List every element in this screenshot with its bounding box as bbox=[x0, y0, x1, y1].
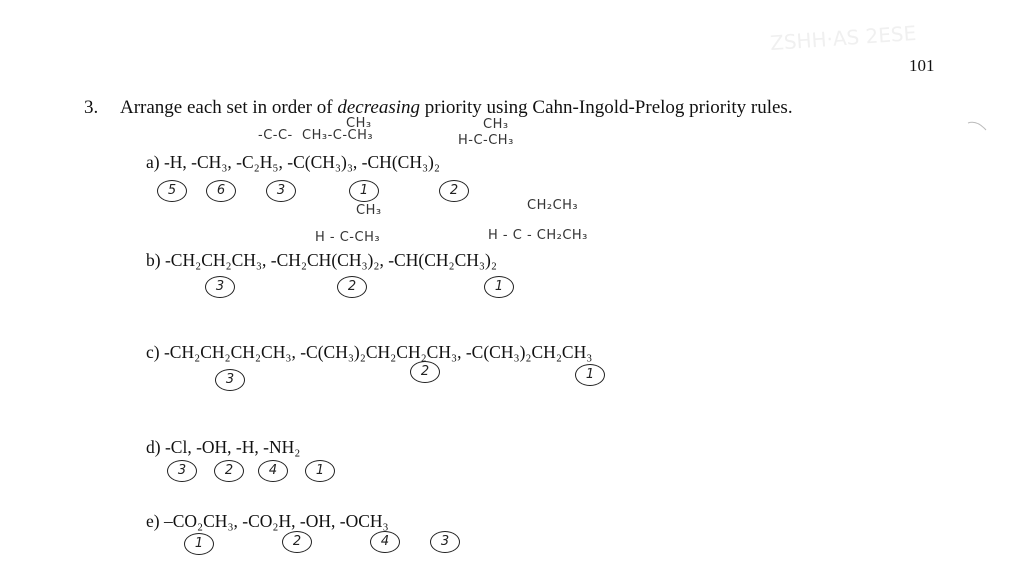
rank-b-isobutyl: 2 bbox=[337, 276, 367, 298]
rank-e-och3: 3 bbox=[430, 531, 460, 553]
part-e-list: e) –CO₂CH₃, -CO₂H, -OH, -OCH₃ bbox=[146, 511, 389, 531]
handwritten-note-a-4: H-C-CH₃ bbox=[458, 133, 514, 148]
rank-c-dimethylpentyl: 2 bbox=[410, 361, 440, 383]
rank-b-propyl: 3 bbox=[205, 276, 235, 298]
handwritten-note-b-2: H - C-CH₃ bbox=[315, 230, 381, 245]
question-text-start: Arrange each set in order of bbox=[120, 97, 338, 118]
page-number: 101 bbox=[909, 56, 935, 75]
rank-b-pentan-3-yl: 1 bbox=[484, 276, 514, 298]
rank-d-cl: 3 bbox=[167, 460, 197, 482]
part-a-list: a) -H, -CH₃, -C₂H₅, -C(CH₃)₃, -CH(CH₃)₂ bbox=[146, 152, 440, 172]
question-number: 3. bbox=[84, 97, 99, 118]
rank-e-oh: 4 bbox=[370, 531, 400, 553]
pencil-mark-icon bbox=[967, 120, 987, 132]
question-prompt bbox=[84, 97, 793, 119]
question-emphasis: decreasing bbox=[337, 97, 421, 118]
faint-bleedthrough-text: ZSHH·AS 2ESE bbox=[769, 20, 917, 56]
rank-c-dimethylbutyl: 1 bbox=[575, 364, 605, 386]
rank-e-co2h: 2 bbox=[282, 531, 312, 553]
rank-a-h: 5 bbox=[157, 180, 187, 202]
rank-d-h: 4 bbox=[258, 460, 288, 482]
handwritten-note-b-4: H - C - CH₂CH₃ bbox=[488, 228, 588, 243]
part-d-list: d) -Cl, -OH, -H, -NH₂ bbox=[146, 437, 301, 457]
rank-e-co2ch3: 1 bbox=[184, 533, 214, 555]
rank-a-ch3: 6 bbox=[206, 180, 236, 202]
handwritten-note-a-3: CH₃ bbox=[483, 117, 509, 132]
part-b-list: b) -CH₂CH₂CH₃, -CH₂CH(CH₃)₂, -CH(CH₂CH₃)₂ bbox=[146, 250, 497, 270]
handwritten-note-a-5: CH₃ bbox=[346, 116, 372, 131]
rank-d-nh2: 1 bbox=[305, 460, 335, 482]
handwritten-note-a-1: -C-C- bbox=[258, 128, 293, 143]
handwritten-note-a-2: CH₃-C-CH₃ bbox=[302, 128, 374, 143]
rank-a-isopropyl: 2 bbox=[439, 180, 469, 202]
rank-d-oh: 2 bbox=[214, 460, 244, 482]
rank-a-tbutyl: 1 bbox=[349, 180, 379, 202]
handwritten-note-b-3: CH₂CH₃ bbox=[527, 198, 579, 213]
question-text-end: priority using Cahn-Ingold-Prelog priority rules. bbox=[420, 97, 793, 118]
rank-a-c2h5: 3 bbox=[266, 180, 296, 202]
part-c-list: c) -CH₂CH₂CH₂CH₃, -C(CH₃)₂CH₂CH₂CH₃, -C(CH₃)₂CH₂CH₃ bbox=[146, 342, 593, 362]
handwritten-note-b-1: CH₃ bbox=[356, 203, 382, 218]
rank-c-butyl: 3 bbox=[215, 369, 245, 391]
